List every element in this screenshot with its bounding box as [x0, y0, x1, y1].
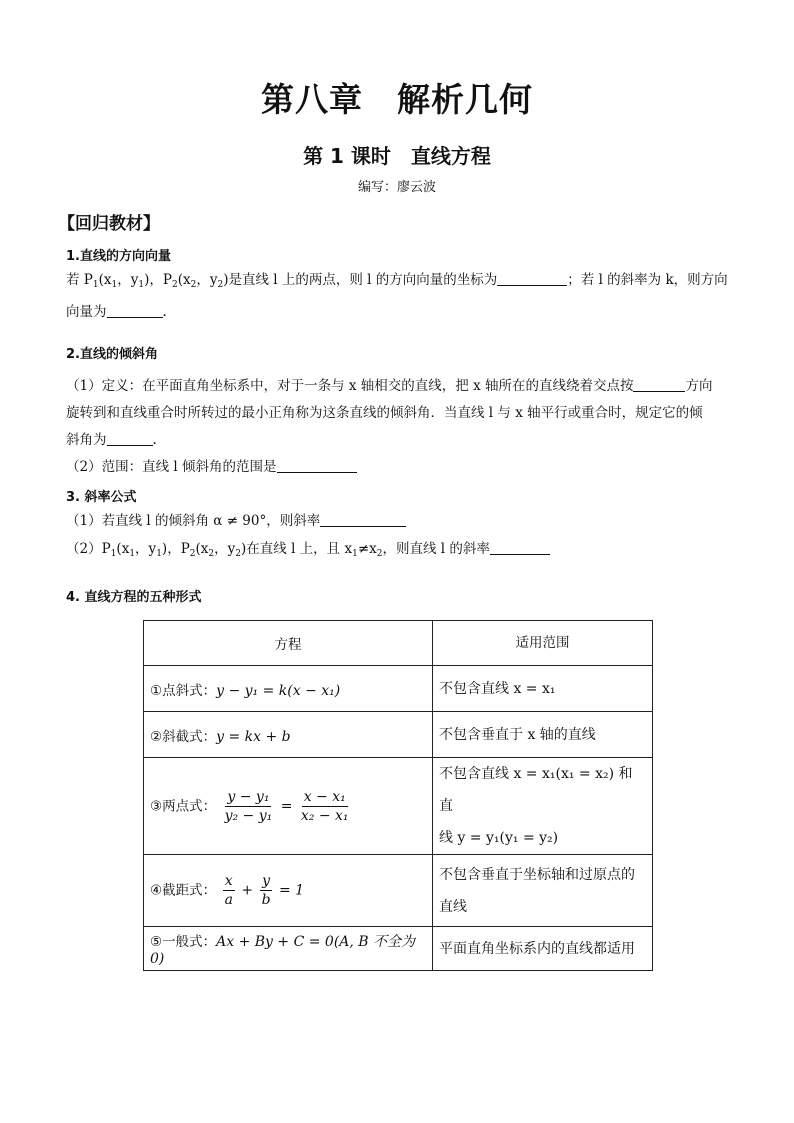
- author-line: 编写：廖云波: [357, 180, 436, 195]
- lesson-subtitle: 第 1 课时 直线方程: [303, 144, 491, 168]
- item2-heading: 2.直线的倾斜角: [66, 347, 158, 362]
- item4-heading: 4. 直线方程的五种形式: [66, 590, 202, 605]
- line-equation-table: [143, 620, 653, 971]
- table-row: ④截距式： $\frac{x}{a}$ + $\frac{y}{b}$ = 1 不包含垂直于坐标轴和过原点的 直线: [144, 855, 653, 927]
- answer-blank[interactable]: [633, 377, 685, 392]
- item2-range: （2）范围：直线 l 倾斜角的范围是: [66, 454, 357, 481]
- table-header-row: [144, 621, 653, 666]
- section-title: 【回归教材】: [58, 214, 160, 234]
- table-cell-scope: 不包含垂直于 x 轴的直线: [433, 712, 653, 758]
- table-cell-scope: 平面直角坐标系内的直线都适用: [433, 927, 653, 971]
- item2-definition: （1）定义：在平面直角坐标系中，对于一条与 x 轴相交的直线，把 x 轴所在的直线绕着交点按 方向 旋转到和直线重合时所转过的最小正角称为这条直线的倾斜角．当直线 l 与 x 轴平行或重合时，规定它的倾 斜角为 .: [66, 378, 713, 448]
- table-row: ⑤一般式：Ax + By + C = 0(A, B 不全为 0) 平面直角坐标系内的直线都适用: [144, 927, 653, 971]
- two-point-fraction-left: $\frac{\text{y − y₁}}{\text{y₂ − y₁}}$: [224, 788, 273, 824]
- item1-paragraph: 若 $P_1(x_1$，$y_1$)，$P_2(x_2$，$y_2$)是直线 l 上的两点，则 l 的方向向量的坐标为 ；若 l 的斜率为 k，则方向 向量为 .: [66, 272, 728, 320]
- table-header-scope: 适用范围: [433, 621, 653, 666]
- point-slope-formula: y − y₁ = k(x − x₁): [216, 682, 341, 699]
- table-cell-scope: 不包含垂直于坐标轴和过原点的 直线: [433, 855, 653, 927]
- table-cell-scope: 不包含直线 x = x₁: [433, 666, 653, 712]
- table-row: ③两点式： $\frac{\text{y − y₁}}{\text{y₂ − y₁}}$ = $\frac{\text{x − x₁}}{\text{x₂ − x₁}}$ 不包含直线 x = x₁(x₁ = x₂) 和直 线 y = y₁(y₁ = y₂): [144, 758, 653, 855]
- slope-intercept-formula: y = kx + b: [216, 728, 291, 745]
- answer-blank[interactable]: [490, 540, 550, 555]
- table-row: ①点斜式：y − y₁ = k(x − x₁) 不包含直线 x = x₁: [144, 666, 653, 712]
- table-header-equation: 方程: [144, 621, 433, 666]
- answer-blank[interactable]: [107, 303, 163, 318]
- page-title: 第八章 解析几何: [261, 80, 533, 119]
- answer-blank[interactable]: [320, 512, 406, 527]
- table-row: ②斜截式：y = kx + b 不包含垂直于 x 轴的直线: [144, 712, 653, 758]
- two-point-fraction-right: $\frac{\text{x − x₁}}{\text{x₂ − x₁}}$: [300, 788, 349, 824]
- intercept-fraction-x: $\frac{x}{a}$: [224, 873, 233, 908]
- answer-blank[interactable]: [497, 271, 567, 286]
- item1-heading: 1.直线的方向向量: [66, 249, 171, 264]
- item3-heading: 3. 斜率公式: [66, 490, 137, 505]
- table-cell-scope: 不包含直线 x = x₁(x₁ = x₂) 和直 线 y = y₁(y₁ = y₂): [433, 758, 653, 855]
- item3-line2: $(2)P_1(x_1$，$y_1$)，$P_2(x_2$，$y_2$)在直线 l 上，且 $x_1\ne x_2$，则直线 l 的斜率: [66, 536, 550, 568]
- general-form-formula: Ax + By + C = 0(A, B 不全为 0): [150, 934, 416, 967]
- item3-line1: （1）若直线 l 的倾斜角 α ≠ 90°，则斜率: [66, 508, 406, 535]
- answer-blank[interactable]: [277, 458, 357, 473]
- answer-blank[interactable]: [107, 431, 153, 446]
- intercept-fraction-y: $\frac{y}{b}$: [261, 873, 271, 908]
